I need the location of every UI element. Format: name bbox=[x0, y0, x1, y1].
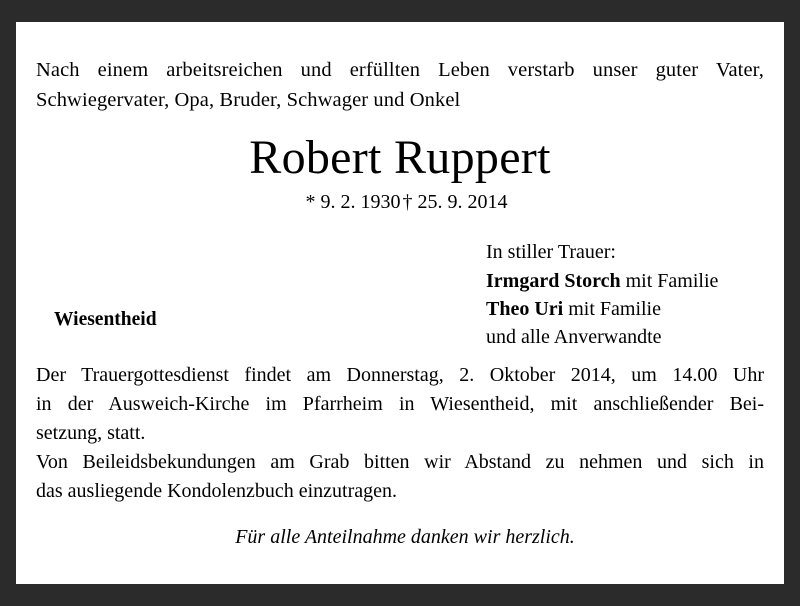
service-line-4: Von Beileidsbekundungen am Grab bitten wir Abstand zu nehmen und sich in bbox=[36, 451, 764, 474]
intro-line-1: Nach einem arbeitsreichen und erfüllten Leben verstarb unser guter Vater, bbox=[36, 59, 764, 81]
service-line-3: setzung, statt. bbox=[36, 422, 146, 445]
frame-border-bottom bbox=[0, 584, 800, 606]
frame-border-right bbox=[784, 0, 800, 606]
service-line-2: in der Ausweich-Kirche im Pfarrheim in Wiesentheid, mit anschließender Bei- bbox=[36, 393, 764, 416]
mourner-2-name: Theo Uri bbox=[486, 297, 564, 320]
mourner-row-3: und alle Anverwandte bbox=[486, 326, 662, 349]
intro-text bbox=[36, 56, 764, 115]
birth-date: * 9. 2. 1930 bbox=[305, 191, 401, 214]
life-dates bbox=[36, 191, 764, 214]
mourner-row-1 bbox=[486, 267, 718, 295]
frame-border-left bbox=[0, 0, 16, 606]
service-details bbox=[36, 361, 764, 506]
closing-text: Für alle Anteilnahme danken wir herzlich. bbox=[235, 526, 575, 549]
mourning-header: In stiller Trauer: bbox=[486, 241, 616, 264]
service-line-1: Der Trauergottesdienst findet am Donnerstag, 2. Oktober 2014, um 14.00 Uhr bbox=[36, 364, 764, 387]
middle-section bbox=[36, 238, 764, 353]
intro-line-2: Schwiegervater, Opa, Bruder, Schwager und Onkel bbox=[36, 88, 461, 111]
obituary-content bbox=[16, 22, 784, 584]
mourners-block bbox=[486, 238, 718, 352]
mourner-2-suffix: mit Familie bbox=[563, 297, 661, 320]
deceased-name: Robert Ruppert bbox=[249, 131, 551, 185]
mourner-row-2 bbox=[486, 295, 718, 323]
service-line-5: das ausliegende Kondolenzbuch einzutragen. bbox=[36, 480, 397, 503]
place-name: Wiesentheid bbox=[54, 309, 157, 331]
frame-border-top bbox=[0, 0, 800, 22]
mourner-1-name: Irmgard Storch bbox=[486, 269, 621, 292]
mourner-1-suffix: mit Familie bbox=[620, 269, 719, 292]
death-date: † 25. 9. 2014 bbox=[402, 191, 508, 214]
